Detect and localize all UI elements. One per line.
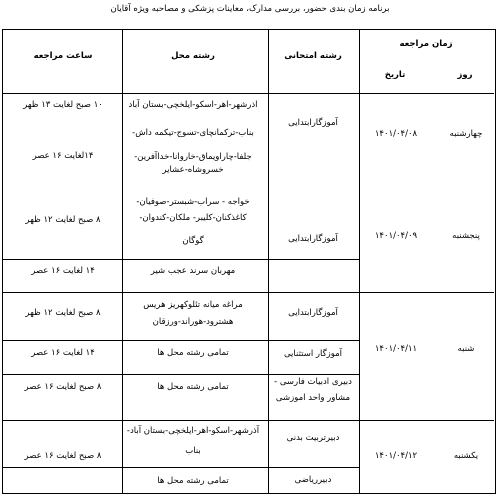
location-cell: تمامی رشته محل ها bbox=[157, 382, 229, 392]
date-cell: ۱۴۰۱/۰۴/۰۸ bbox=[374, 129, 418, 139]
day-cell: چهارشنبه bbox=[449, 129, 483, 139]
page-title: برنامه زمان بندی حضور، بررسی مدارک، معاینات پزشکی و مصاحبه ویژه آقایان bbox=[110, 4, 390, 14]
row-divider bbox=[3, 340, 359, 341]
location-cell: بناب-ترکمانچای-تسوج-تیکمه داش- bbox=[132, 128, 254, 138]
time-cell: ۸ صبح لغایت ۱۲ ظهر bbox=[25, 215, 101, 225]
date-cell: ۱۴۰۱/۰۴/۰۹ bbox=[374, 231, 418, 241]
exam-field-cell: آموزگارابتدایی bbox=[288, 118, 338, 128]
exam-field-cell: مشاور واحد اموزشی bbox=[275, 393, 351, 403]
location-cell: آذرشهر-اسکو-اهر-ایلخچی-بستان آباد- bbox=[126, 426, 260, 436]
location-cell: گوگان bbox=[182, 236, 204, 246]
row-divider bbox=[3, 420, 494, 421]
header-location-field: رشته محل bbox=[171, 51, 215, 61]
location-cell: کاغذکنان-کلیبر- ملکان-کندوان- bbox=[139, 213, 247, 223]
location-cell: بناب bbox=[185, 446, 201, 456]
location-cell: خواجه - سراب-شبستر-صوفیان- bbox=[136, 197, 250, 207]
time-cell: ۱۴ لغایت ۱۶ عصر bbox=[31, 266, 95, 276]
exam-field-cell: آموزگار استثنایی bbox=[283, 349, 343, 359]
exam-field-cell: آموزگارابتدایی bbox=[288, 234, 338, 244]
location-cell: تمامی رشته محل ها bbox=[157, 476, 229, 486]
location-cell: مراغه میانه تئلوکهریز هریس bbox=[143, 300, 243, 310]
row-divider bbox=[3, 292, 494, 293]
row-divider bbox=[3, 467, 359, 468]
time-cell: ۸ صبح لغایت ۱۲ ظهر bbox=[25, 308, 101, 318]
location-cell: تمامی رشته محل ها bbox=[157, 348, 229, 358]
location-cell: مهربان سرند عجب شیر bbox=[150, 266, 236, 276]
row-divider bbox=[3, 259, 359, 260]
header-visit-hour: ساعت مراجعه bbox=[33, 51, 93, 61]
location-cell: هشترود-هوراند-ورزقان bbox=[152, 317, 234, 327]
exam-field-cell: آموزگارابتدایی bbox=[288, 308, 338, 318]
col-divider bbox=[122, 30, 123, 493]
col-divider bbox=[268, 30, 269, 493]
header-date: تاریخ bbox=[384, 70, 406, 80]
location-cell: جلفا-چاراویماق-خاروانا-خداآفرین- bbox=[134, 152, 252, 162]
time-cell: ۱۴لغایت ۱۶ عصر bbox=[32, 151, 94, 161]
row-divider bbox=[3, 93, 494, 94]
location-cell: خسروشاه-عشایر bbox=[162, 165, 224, 175]
exam-field-cell: دبیرتربیت بدنی bbox=[286, 433, 340, 443]
time-cell: ۸ صبح لغایت ۱۶ عصر bbox=[24, 451, 102, 461]
time-cell: ۸ صبح لغایت ۱۶ عصر bbox=[24, 382, 102, 392]
location-cell: اذرشهر-اهر-اسکو-ایلخچی-بستان آباد bbox=[128, 100, 258, 110]
exam-field-cell: دبیرریاضی bbox=[294, 475, 332, 485]
header-day: روز bbox=[457, 70, 473, 80]
date-cell: ۱۴۰۱/۰۴/۱۱ bbox=[374, 344, 418, 354]
header-exam-field: رشته امتحانی bbox=[284, 51, 342, 61]
day-cell: شنبه bbox=[457, 344, 475, 354]
day-cell: یکشنبه bbox=[453, 451, 479, 461]
day-cell: پنجشنبه bbox=[452, 231, 480, 241]
col-divider bbox=[359, 30, 360, 493]
date-cell: ۱۴۰۱/۰۴/۱۲ bbox=[374, 451, 418, 461]
exam-field-cell: دبیری ادبیات فارسی - bbox=[274, 377, 352, 387]
time-cell: ۱۰ صبح لغایت ۱۳ ظهر bbox=[23, 100, 103, 110]
time-cell: ۱۴ لغایت ۱۶ عصر bbox=[31, 348, 95, 358]
header-visit-time: زمان مراجعه bbox=[399, 39, 453, 49]
